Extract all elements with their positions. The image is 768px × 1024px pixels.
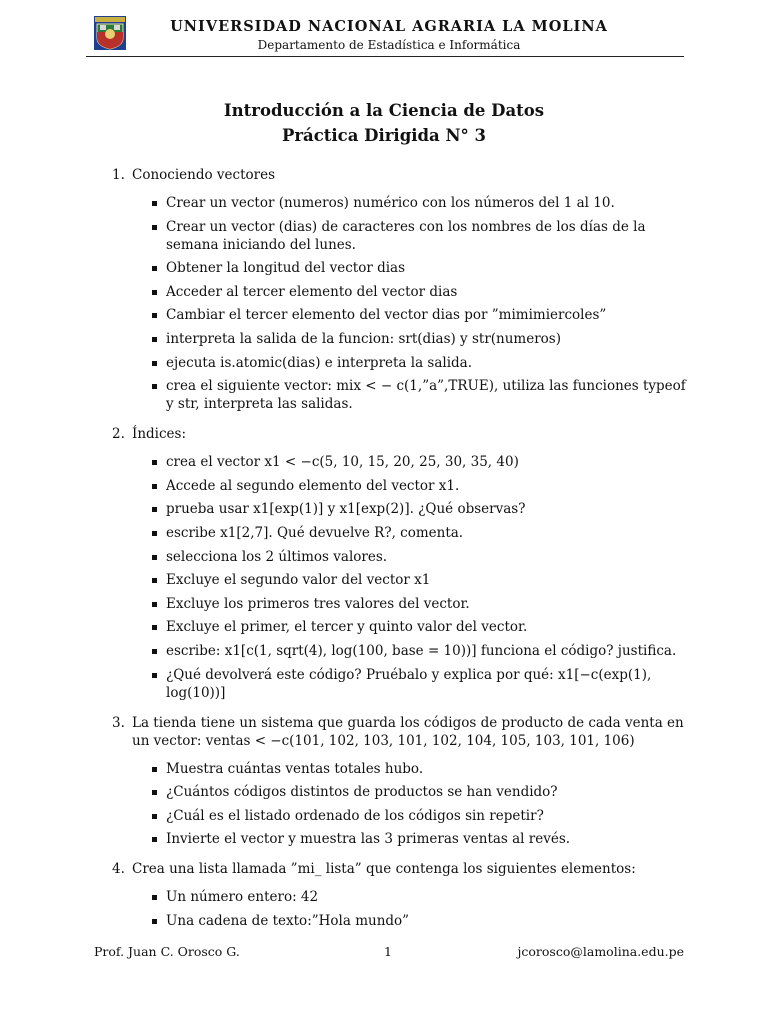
list-item: crea el vector x1 < −c(5, 10, 15, 20, 25, 30, 35, 40) [166,453,688,471]
section-number: 2. [112,426,125,443]
bullet-icon [152,767,157,772]
section-title: Conociendo vectores [132,167,276,183]
list-item: Invierte el vector y muestra las 3 primeras ventas al revés. [166,830,688,848]
bullet-icon [152,895,157,900]
list-item: ¿Cuántos códigos distintos de productos se han vendido? [166,783,688,801]
section-heading [112,425,688,443]
professor-name: Prof. Juan C. Orosco G. [94,944,240,959]
bullet-list [112,760,688,849]
section-heading [112,166,688,184]
list-item: prueba usar x1[exp(1)] y x1[exp(2)]. ¿Qué observas? [166,500,688,518]
list-item: escribe: x1[c(1, sqrt(4), log(100, base = 10))] funciona el código? justifica. [166,642,688,660]
list-item: selecciona los 2 últimos valores. [166,548,688,566]
bullet-icon [152,201,157,206]
list-item: Obtener la longitud del vector dias [166,259,688,277]
list-item: Crear un vector (dias) de caracteres con los nombres de los días de la semana iniciando del lunes. [166,218,688,254]
section-number: 1. [112,167,125,183]
bullet-icon [152,837,157,842]
bullet-icon [152,649,157,654]
list-item: Accede al segundo elemento del vector x1. [166,477,688,495]
bullet-icon [152,384,157,389]
department-name: Departamento de Estadística e Informática [257,38,521,52]
document-title: Introducción a la Ciencia de Datos [223,101,545,120]
bullet-icon [152,790,157,795]
bullet-icon [152,313,157,318]
list-item: ¿Cuál es el listado ordenado de los códigos sin repetir? [166,807,688,825]
section-4 [112,860,688,930]
bullet-icon [152,507,157,512]
bullet-icon [152,290,157,295]
list-item: escribe x1[2,7]. Qué devuelve R?, comenta. [166,524,688,542]
exercise-list [112,166,688,942]
bullet-icon [152,337,157,342]
university-name: UNIVERSIDAD NACIONAL AGRARIA LA MOLINA [170,18,608,35]
bullet-icon [152,602,157,607]
list-item: crea el siguiente vector: mix < − c(1,”a”,TRUE), utiliza las funciones typeof y str, interpreta las salidas. [166,377,688,413]
bullet-icon [152,266,157,271]
page-footer [94,944,684,962]
section-heading [112,860,688,878]
bullet-icon [152,484,157,489]
section-title: Crea una lista llamada ”mi_ lista” que contenga los siguientes elementos: [132,861,636,878]
section-title: Índices: [132,426,187,443]
section-number: 3. [112,714,125,731]
bullet-icon [152,625,157,630]
page-number: 1 [384,944,392,959]
bullet-icon [152,578,157,583]
list-item: Un número entero: 42 [166,888,688,906]
list-item: Excluye los primeros tres valores del vector. [166,595,688,613]
list-item: Acceder al tercer elemento del vector dias [166,283,688,301]
list-item: ejecuta is.atomic(dias) e interpreta la salida. [166,354,688,372]
bullet-icon [152,673,157,678]
bullet-icon [152,361,157,366]
list-item: Cambiar el tercer elemento del vector dias por ”mimimiercoles” [166,306,688,324]
bullet-icon [152,814,157,819]
bullet-icon [152,460,157,465]
list-item: interpreta la salida de la funcion: srt(dias) y str(numeros) [166,330,688,348]
bullet-icon [152,555,157,560]
bullet-list [112,194,688,413]
document-subtitle: Práctica Dirigida N° 3 [281,126,487,145]
bullet-icon [152,919,157,924]
list-item: ¿Qué devolverá este código? Pruébalo y explica por qué: x1[−c(exp(1), log(10))] [166,666,688,702]
bullet-icon [152,225,157,230]
list-item: Excluye el primer, el tercer y quinto valor del vector. [166,618,688,636]
header-divider [86,56,684,57]
section-2 [112,425,688,701]
section-number: 4. [112,861,125,878]
list-item: Muestra cuántas ventas totales hubo. [166,760,688,778]
bullet-icon [152,531,157,536]
section-title: La tienda tiene un sistema que guarda los códigos de producto de cada venta en un vector: ventas < −c(101, 102, 103, 101, 102, 104, 105, 103, 101, 106) [132,714,684,749]
list-item: Crear un vector (numeros) numérico con los números del 1 al 10. [166,194,688,212]
contact-email: jcorosco@lamolina.edu.pe [517,944,684,959]
section-heading [112,714,688,750]
bullet-list [112,888,688,930]
bullet-list [112,453,688,701]
list-item: Una cadena de texto:”Hola mundo” [166,912,688,930]
section-3 [112,714,688,849]
list-item: Excluye el segundo valor del vector x1 [166,571,688,589]
section-1 [112,166,688,413]
